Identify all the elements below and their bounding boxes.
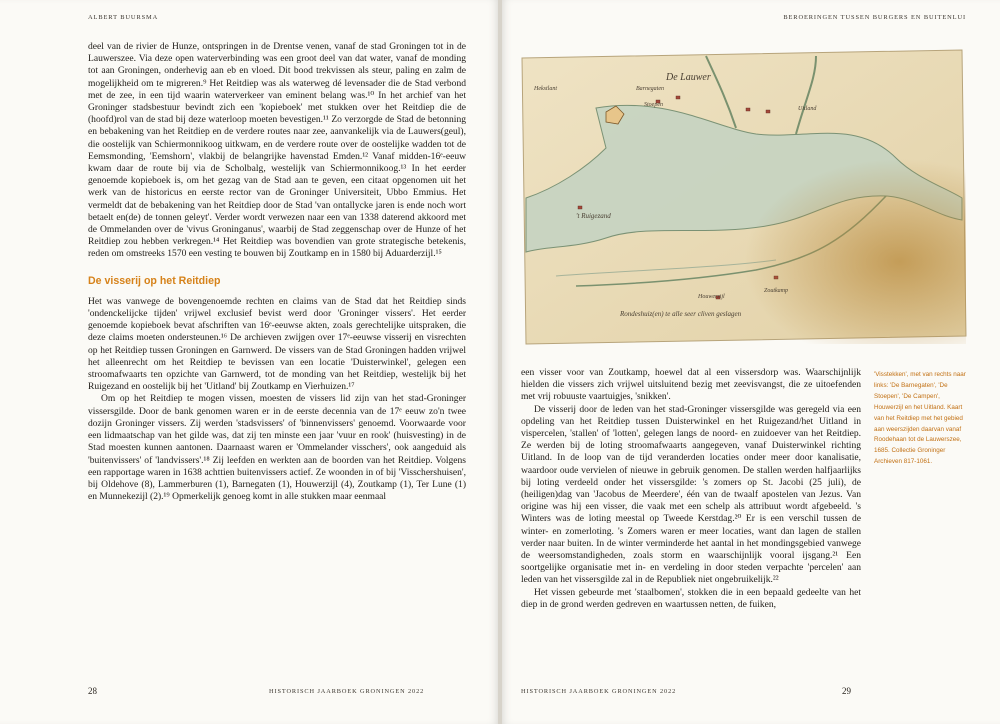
map-label: Hekstlant bbox=[534, 86, 557, 92]
map-caption: 'Visstekken', met van rechts naar links: 'De Barnegaten', 'De Stoepen', 'De Campen', Houwerzijl en het Uitland. Kaart van het Reitdiep met het gebied aan weerszijden daarvan vanaf Roodehaan tot de Lauwerszee, 1685. Collectie Groninger Archieven 817-1061. bbox=[874, 371, 966, 466]
running-head-author: ALBERT BUURSMA bbox=[88, 14, 159, 21]
map-stain bbox=[522, 50, 966, 344]
paragraph: Het vissen gebeurde met 'staalbomen', stokken die in een bepaald gedeelte van het diep in de grond werden gedreven en waartussen netten, de fuiken, bbox=[521, 586, 861, 610]
paragraph: een visser voor van Zoutkamp, hoewel dat al een vissersdorp was. Waarschijnlijk hielden die vissers zich vrijwel uitsluitend bezig met zeevisvangst, die ze uitoefenden met vrij robuuste vaartuigjes, 'snikken'. bbox=[521, 367, 861, 403]
historical-map-image bbox=[516, 48, 968, 346]
right-body-text bbox=[521, 367, 861, 611]
map-label: Houwerzijl bbox=[698, 294, 725, 300]
map-label: Uitland bbox=[798, 106, 817, 112]
map-inscription: Rondeshuiz(en) te alle seer cliven geslagen bbox=[620, 310, 742, 318]
running-head-title: BEROERINGEN TUSSEN BURGERS EN BUITENLUI bbox=[783, 14, 966, 21]
journal-title: HISTORISCH JAARBOEK GRONINGEN 2022 bbox=[521, 688, 677, 695]
map-label: 't Ruigezand bbox=[576, 212, 611, 220]
left-page bbox=[0, 0, 498, 724]
left-body-text bbox=[88, 41, 466, 503]
page-number: 28 bbox=[88, 686, 97, 696]
page-number: 29 bbox=[842, 686, 851, 696]
map-label: Zoutkamp bbox=[764, 288, 788, 294]
section-heading: De visserij op het Reitdiep bbox=[88, 274, 221, 287]
paragraph: Om op het Reitdiep te mogen vissen, moesten de vissers lid zijn van het stad-Groninger vissersgilde. Door de bank genomen waren er in de eerste decennia van de 17ᵉ eeuw zo'n twee dozijn Groninger vissers. Zij werden 'stadsvissers' of 'binnenvissers' genoemd. Voorwaarde voor een lidmaatschap van het gilde was, dat zij ten minste een jaar 'vuur en rook' (huisvesting) in de Stad moesten kunnen aantonen. Daarnaast waren er 'Ommelander visschers', ook aangeduid als 'buitenvissers' of 'landvissers'.¹⁸ Zij leefden en werkten aan de boorden van het Reitdiep. Volgens een rapportage waren in 1638 achttien buitenvissers actief. Ze woonden in of bij 'Visschershuisen', bij Oldehove (8), Lammerburen (1), Barnegaten (1), Houwerzijl (4), Zoutkamp (1), Ter Lune (1) en Munnekezijl (2).¹⁹ Opmerkelijk genoeg komt in alle stukken maar eenmaal bbox=[88, 393, 466, 503]
paragraph: Het was vanwege de bovengenoemde rechten en claims van de Stad dat het Reitdiep sinds 'ondenckelijcke tijden' vrijwel exclusief bevist werd door 'Groninger vissers'. Het eerder genoemde kopieboek bevat afschriften van 16ᵉ-eeuwse akten, zoals gerechtelijke uitspraken, die deze claims moeten ondersteunen.¹⁶ De archieven zwijgen over 17ᵉ-eeuwse visserij en visrechten op het Reitdiep tussen Groningen en Garnwerd. De vissers van de Stad Groningen hadden vrijwel het alleenrecht om het Reitdiep te bevissen van een locatie 'Duisterwinkel', gelegen een stroomafwaarts ten opzichte van Garnwerd, tot de monding van het Reitdiep, westelijk bij het Ruigezand en oostelijk bij het 'Uitland' bij Zoutkamp en Vierhuizen.¹⁷ bbox=[88, 295, 466, 393]
map-label: Stoepen bbox=[644, 102, 663, 108]
right-page bbox=[502, 0, 1000, 724]
map-label: Barnegaten bbox=[636, 86, 664, 92]
paragraph: deel van de rivier de Hunze, ontspringen in de Drentse venen, vanaf de stad Groningen tot in de Lauwerszee. Via deze open waterverbinding was een groot deel van dat water, vanaf de monding tot aan Groningen, onderhevig aan eb en vloed. Dit bood trekvissen als steur, paling en zalm de mogelijkheid om te migreren.⁹ Het Reitdiep was als waterweg dé levensader die de Stad verbond met de zee, in een tijd waarin waterverkeer van eminent belang was.¹⁰ In het archief van het Groninger stadsbestuur bevindt zich een 'kopieboek' met stukken over het Reitdiep die de (hoofd)rol van de stad bij deze waterloop moeten bevestigen.¹¹ Zo verzorgde de Stad de betonning en bebakening van het Reitdiep en de verdere routes naar zee, aanvankelijk via de Lauwers(geul), die oostelijk van Schiermonnikoog uitkwam, en de verdere route over de oostelijke wadden tot de Eemsmonding, 'Eemshorn', vlakbij de belangrijke havenstad Emden.¹² Vanaf midden-16ᵉ-eeuw kwam daar de route bij via de Scholbalg, westelijk van Schiermonnikoog.¹³ In het eerder genoemde kopieboek is, om het gezag van de Stad aan te geven, een citaat opgenomen uit het werk van de historicus en eerste rector van de Groninger Universiteit, Ubbo Emmius. Het vermeldt dat de bebakening van het Reitdiep door de Stad 'van ontallycke jaren is ende noch wort betaelt en(de) de tonnen geleyt'. Verder wordt verwezen naar een van 1338 daterend akkoord met de Ommelanden over de 'vivus Groninganus', waarbij de Stad zeggenschap over de Hunze of het Reitdiep zou hebben verkregen.¹⁴ Het Reitdiep was bovendien van grote strategische betekenis, reden om omstreeks 1570 een vesting te bouwen bij Zoutkamp en in 1580 bij Aduarderzijl.¹⁵ bbox=[88, 41, 466, 260]
map-svg bbox=[516, 48, 968, 346]
map-label: De Lauwer bbox=[666, 72, 711, 83]
paragraph: De visserij door de leden van het stad-Groninger vissersgilde was geregeld via een opdeling van het Reitdiep tussen Duisterwinkel en het Ruigezand/het Uitland in vispercelen, 'stallen' of 'lotten', gelegen langs de noord- en zuidoever van het Reitdiep. Ze werden bij de loting stroomafwaarts aangegeven, vanaf Duisterwinkel richting Uitland. In de loop van de tijd veranderden locaties onder meer door kanalisatie, waardoor oude vervielen of nieuwe in gebruik genomen. De stallen werden halfjaarlijks bij loting verdeeld onder het vissersgilde: 's zomers op St. Jacobi (25 juli), de (heiligen)dag van 'Jacobus de Meerdere', één van de twaalf apostelen van Jezus. Van origine was hij een visser, die vaak met een schelp als attribuut wordt afgebeeld. 's Winters was de loting meestal op Tweede Kerstdag.²⁰ Er is een verschil tussen de winter- en zomerloting. 's Zomers waren er meer locaties, want dan lagen de stallen verder naar buiten. In de winter verminderde het aantal in het mondingsgebied vanwege de weersomstandigheden, zoals storm en waarschijnlijk vooral ijsgang.²¹ Een soortgelijke organisatie met in- en verdeling in door steden verpachte 'percelen' aan leden van het vissersgilde zal in de Republiek niet ongebruikelijk.²² bbox=[521, 403, 861, 586]
journal-title: HISTORISCH JAARBOEK GRONINGEN 2022 bbox=[269, 688, 425, 695]
